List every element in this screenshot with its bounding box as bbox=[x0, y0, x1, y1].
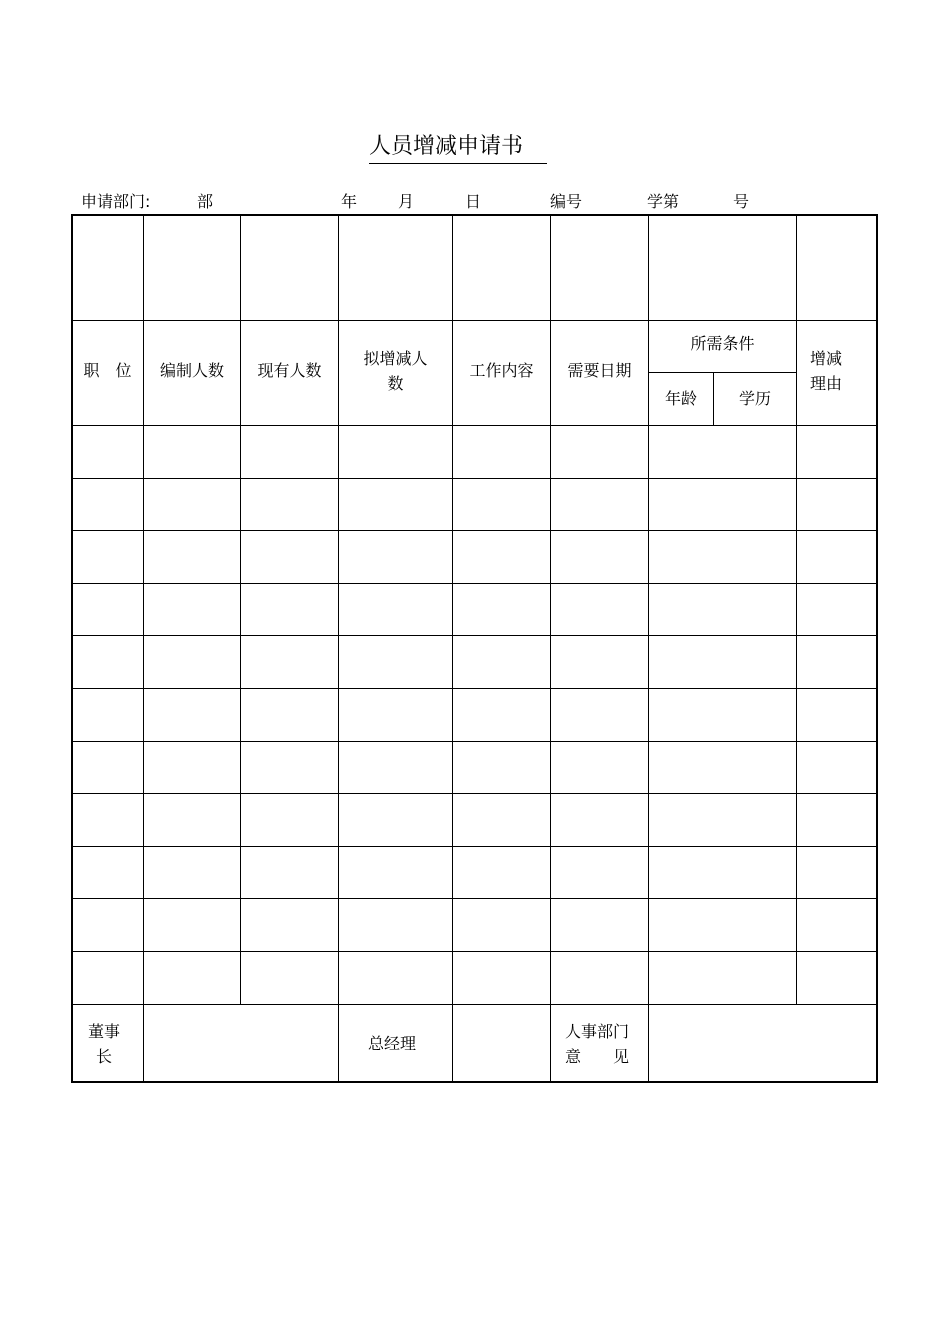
dept-label: 申请部门: bbox=[81, 192, 151, 211]
month-label: 月 bbox=[398, 192, 415, 211]
grid-line bbox=[240, 215, 241, 1004]
col-planned-line2: 数 bbox=[387, 374, 404, 393]
number-suffix: 号 bbox=[733, 192, 750, 211]
col-content: 工作内容 bbox=[469, 361, 534, 380]
form-title: 人员增减申请书 bbox=[369, 133, 547, 164]
grid-line bbox=[72, 898, 877, 899]
hr-label-line1: 人事部门 bbox=[564, 1022, 629, 1041]
grid-line bbox=[72, 951, 877, 952]
grid-line bbox=[72, 688, 877, 689]
gm-opinion-field[interactable] bbox=[453, 1005, 550, 1081]
col-quota: 编制人数 bbox=[159, 361, 224, 380]
col-age: 年龄 bbox=[664, 389, 697, 408]
gm-label: 总经理 bbox=[367, 1034, 416, 1053]
number-label: 编号 bbox=[550, 192, 583, 211]
col-date: 需要日期 bbox=[567, 361, 632, 380]
grid-line bbox=[796, 215, 797, 1004]
grid-line bbox=[338, 215, 339, 1082]
chairman-label-line2: 长 bbox=[95, 1047, 112, 1066]
hr-label-line2: 意 见 bbox=[564, 1047, 629, 1066]
col-current: 现有人数 bbox=[257, 361, 322, 380]
grid-line bbox=[72, 478, 877, 479]
grid-line bbox=[550, 215, 551, 1082]
grid-line bbox=[72, 583, 877, 584]
col-position: 职 位 bbox=[83, 361, 132, 380]
hr-opinion-field[interactable] bbox=[649, 1005, 877, 1081]
grid-line bbox=[72, 530, 877, 531]
grid-line bbox=[452, 215, 453, 1082]
grid-line bbox=[648, 372, 796, 373]
col-reason-line1: 增减 bbox=[809, 349, 842, 368]
dept-suffix: 部 bbox=[197, 192, 214, 211]
col-reason-line2: 理由 bbox=[809, 374, 842, 393]
number-prefix: 学第 bbox=[647, 192, 680, 211]
col-planned-line1: 拟增减人 bbox=[363, 349, 428, 368]
year-label: 年 bbox=[341, 192, 358, 211]
col-requirements: 所需条件 bbox=[690, 334, 755, 353]
grid-line bbox=[72, 741, 877, 742]
grid-line bbox=[143, 215, 144, 1082]
grid-line bbox=[72, 846, 877, 847]
chairman-opinion-field[interactable] bbox=[144, 1005, 338, 1081]
grid-line bbox=[72, 320, 877, 321]
chairman-label-line1: 董事 bbox=[87, 1022, 120, 1041]
grid-line bbox=[72, 425, 877, 426]
col-education: 学历 bbox=[738, 389, 771, 408]
day-label: 日 bbox=[465, 192, 482, 211]
grid-line bbox=[72, 793, 877, 794]
grid-line bbox=[72, 635, 877, 636]
